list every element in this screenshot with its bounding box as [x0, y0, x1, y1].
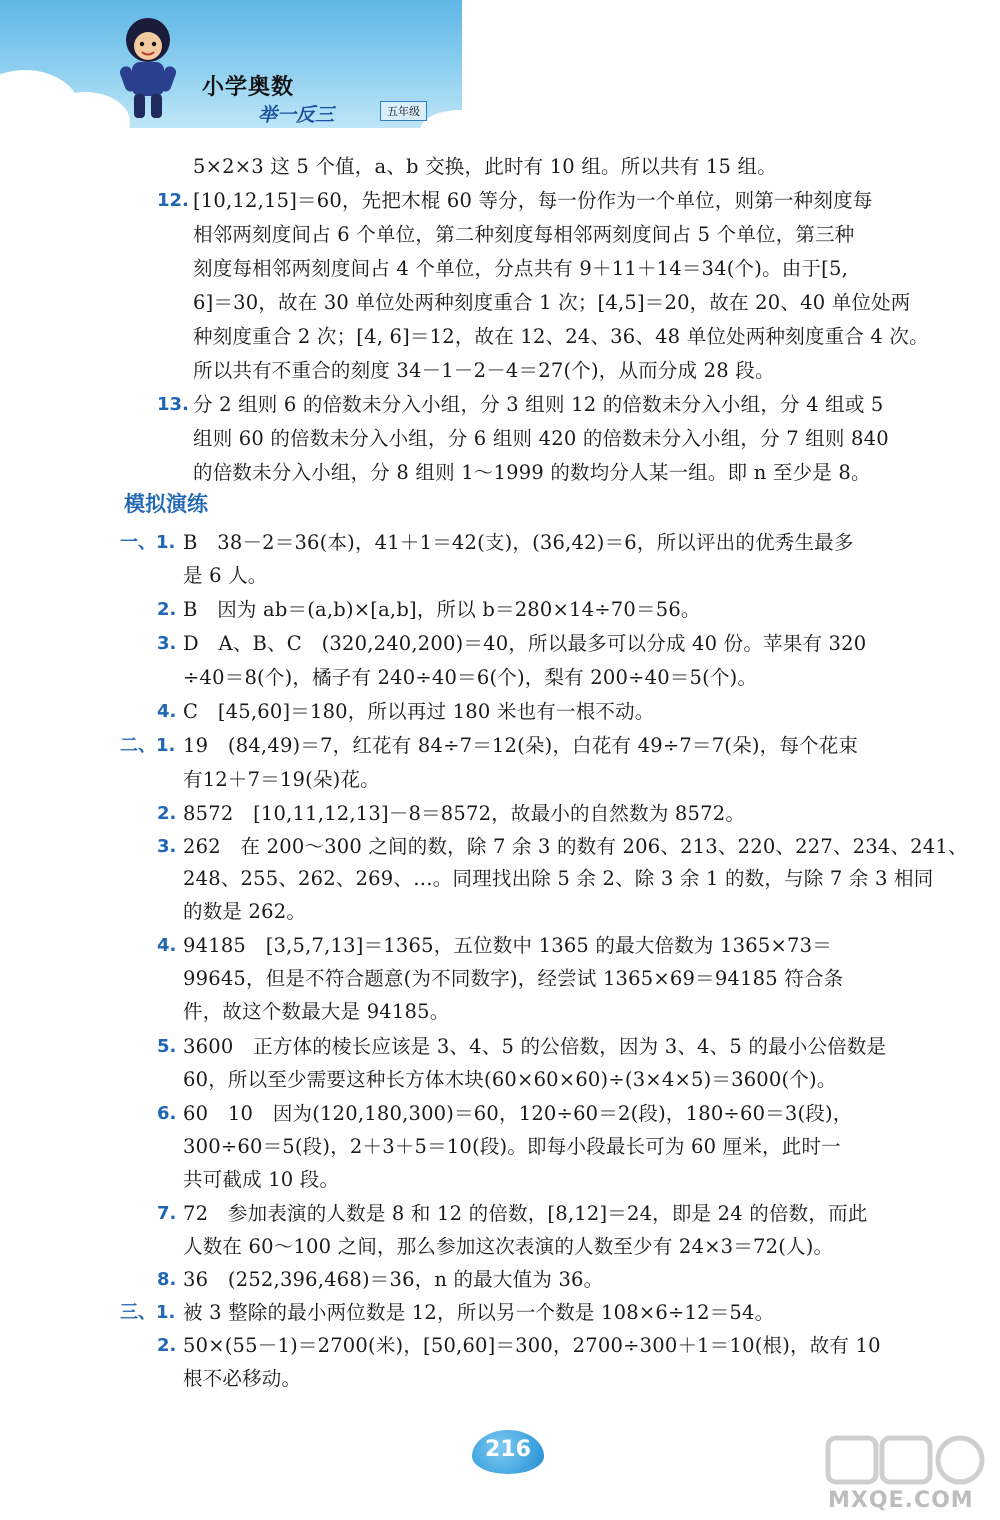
- text-line: 所以共有不重合的刻度 34－1－2－4＝27(个)，从而分成 28 段。: [193, 359, 775, 382]
- text-line: 36 (252,396,468)＝36，n 的最大值为 36。: [183, 1268, 604, 1291]
- series-subtitle: 举一反三: [258, 104, 335, 126]
- question-number: 12.: [157, 190, 189, 211]
- question-number: 一、1.: [120, 532, 176, 553]
- question-number: 5.: [157, 1036, 177, 1057]
- text-line: 248、255、262、269、…。同理找出除 5 余 2、除 3 余 1 的数，与除 7 余 3 相同: [183, 867, 934, 890]
- text-line: 8572 [10,11,12,13]－8＝8572，故最小的自然数为 8572。: [183, 802, 746, 825]
- text-line: 3600 正方体的棱长应该是 3、4、5 的公倍数，因为 3、4、5 的最小公倍数是: [183, 1035, 887, 1058]
- question-number: 8.: [157, 1269, 177, 1290]
- watermark-text: MXQE.COM: [828, 1488, 974, 1513]
- text-line: 是 6 人。: [183, 564, 268, 587]
- text-line: 6]＝30，故在 30 单位处两种刻度重合 1 次；[4,5]＝20，故在 20、40 单位处两: [193, 291, 911, 314]
- series-title: 小学奥数: [202, 75, 295, 100]
- text-line: B 因为 ab＝(a,b)×[a,b]，所以 b＝280×14÷70＝56。: [183, 598, 701, 621]
- text-line: 50×(55－1)＝2700(米)，[50,60]＝300，2700÷300＋1＝10(根)，故有 10: [183, 1334, 881, 1357]
- text-line: 19 (84,49)＝7，红花有 84÷7＝12(朵)，白花有 49÷7＝7(朵)，每个花束: [183, 734, 859, 757]
- text-line: 99645，但是不符合题意(为不同数字)，经尝试 1365×69＝94185 符合条: [183, 967, 844, 990]
- text-line: 5×2×3 这 5 个值，a、b 交换，此时有 10 组。所以共有 15 组。: [193, 155, 777, 178]
- text-line: 共可截成 10 段。: [183, 1168, 340, 1191]
- text-line: 72 参加表演的人数是 8 和 12 的倍数，[8,12]＝24，即是 24 的倍数，而此: [183, 1202, 868, 1225]
- text-line: 相邻两刻度间占 6 个单位，第二种刻度每相邻两刻度间占 5 个单位，第三种: [193, 223, 855, 246]
- text-line: 262 在 200～300 之间的数，除 7 余 3 的数有 206、213、220、227、234、241、: [183, 835, 968, 858]
- mascot-illustration-icon: [108, 12, 188, 122]
- text-line: 根不必移动。: [183, 1367, 302, 1390]
- question-number: 3.: [157, 836, 177, 857]
- text-line: 组则 60 的倍数未分入小组，分 6 组则 420 的倍数未分入小组，分 7 组则 840: [193, 427, 889, 450]
- text-line: 60，所以至少需要这种长方体木块(60×60×60)÷(3×4×5)＝3600(个)。: [183, 1068, 837, 1091]
- text-line: D A、B、C (320,240,200)＝40，所以最多可以分成 40 份。苹果有 320: [183, 632, 867, 655]
- question-number: 13.: [157, 394, 189, 415]
- text-line: ÷40＝8(个)，橘子有 240÷40＝6(个)，梨有 200÷40＝5(个)。: [183, 666, 758, 689]
- question-number: 2.: [157, 599, 177, 620]
- section-heading: 模拟演练: [124, 492, 208, 516]
- text-line: C [45,60]＝180，所以再过 180 米也有一根不动。: [183, 700, 655, 723]
- text-line: 件，故这个数最大是 94185。: [183, 1000, 450, 1023]
- text-line: B 38－2＝36(本)，41＋1＝42(支)，(36,42)＝6，所以评出的优秀生最多: [183, 531, 854, 554]
- text-line: 有12＋7＝19(朵)花。: [183, 768, 380, 791]
- question-number: 2.: [157, 1335, 177, 1356]
- question-number: 三、1.: [120, 1302, 176, 1323]
- page-number: 216: [472, 1430, 544, 1474]
- text-line: 被 3 整除的最小两位数是 12，所以另一个数是 108×6÷12＝54。: [183, 1301, 775, 1324]
- question-number: 3.: [157, 633, 177, 654]
- text-line: 94185 [3,5,7,13]＝1365，五位数中 1365 的最大倍数为 1365×73＝: [183, 934, 832, 957]
- text-line: 60 10 因为(120,180,300)＝60，120÷60＝2(段)，180÷60＝3(段)，: [183, 1102, 853, 1125]
- text-line: 的倍数未分入小组，分 8 组则 1～1999 的数均分人某一组。即 n 至少是 8。: [193, 461, 871, 484]
- text-line: 人数在 60～100 之间，那么参加这次表演的人数至少有 24×3＝72(人)。: [183, 1235, 834, 1258]
- header-banner: [0, 0, 462, 128]
- question-number: 2.: [157, 803, 177, 824]
- question-number: 4.: [157, 701, 177, 722]
- text-line: 种刻度重合 2 次；[4, 6]＝12，故在 12、24、36、48 单位处两种刻度重合 4 次。: [193, 325, 929, 348]
- question-number: 4.: [157, 935, 177, 956]
- text-line: 的数是 262。: [183, 900, 307, 923]
- text-line: [10,12,15]＝60，先把木棍 60 等分，每一份作为一个单位，则第一种刻度每: [193, 189, 873, 212]
- question-number: 6.: [157, 1103, 177, 1124]
- text-line: 刻度每相邻两刻度间占 4 个单位，分点共有 9＋11＋14＝34(个)。由于[5,: [193, 257, 848, 280]
- text-line: 300÷60＝5(段)，2＋3＋5＝10(段)。即每小段最长可为 60 厘米，此时一: [183, 1135, 841, 1158]
- grade-badge: 五年级: [380, 101, 427, 121]
- question-number: 7.: [157, 1203, 177, 1224]
- text-line: 分 2 组则 6 的倍数未分入小组，分 3 组则 12 的倍数未分入小组，分 4 组或 5: [193, 393, 884, 416]
- question-number: 二、1.: [120, 735, 176, 756]
